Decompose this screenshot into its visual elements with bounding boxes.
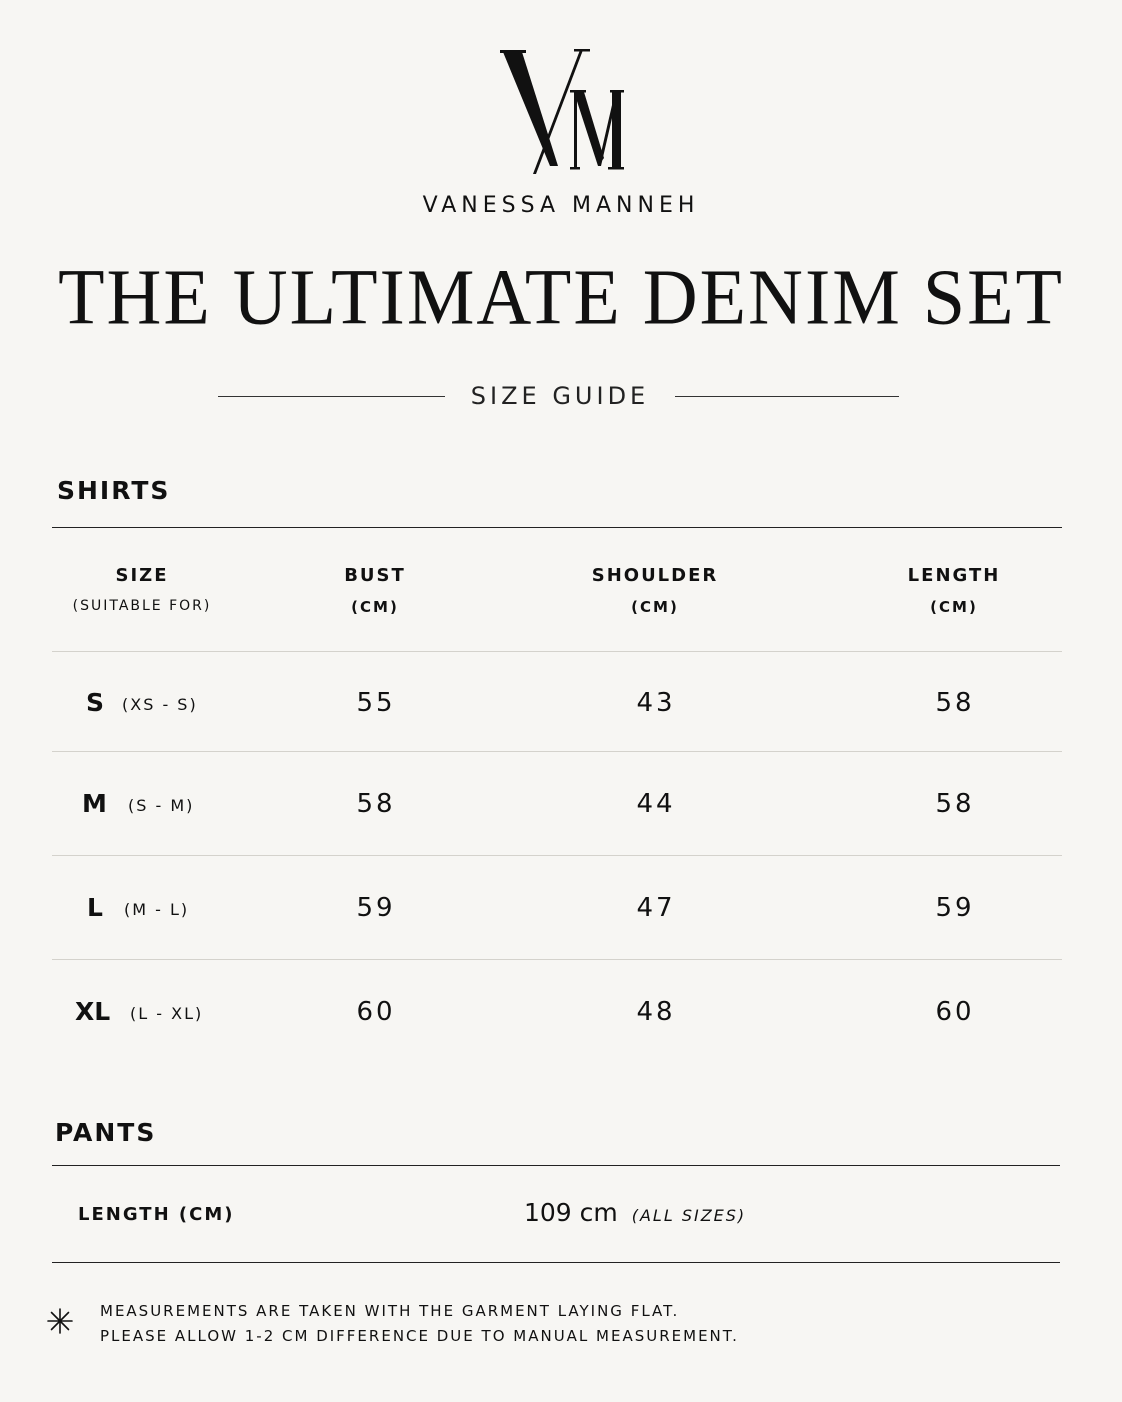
footnote-line-1: MEASUREMENTS ARE TAKEN WITH THE GARMENT LAYING FLAT. [100, 1302, 680, 1320]
pants-length-label: LENGTH (CM) [78, 1204, 235, 1225]
column-subheader-size: (SUITABLE FOR) [72, 598, 212, 614]
size-fit: (M - L) [124, 900, 190, 919]
bust-value: 55 [356, 688, 396, 718]
shoulder-value: 44 [636, 789, 676, 819]
page-title: THE ULTIMATE DENIM SET [58, 252, 1064, 342]
shirts-section-title: SHIRTS [57, 476, 171, 505]
brand-name: VANESSA MANNEH [422, 193, 700, 218]
pants-bottom-rule [52, 1262, 1060, 1263]
subtitle: SIZE GUIDE [470, 382, 650, 410]
row-divider [52, 651, 1062, 652]
size-fit: (S - M) [128, 796, 195, 815]
length-value: 59 [935, 893, 975, 923]
pants-top-rule [52, 1165, 1060, 1166]
size-fit: (L - XL) [130, 1004, 204, 1023]
column-header-length: LENGTH [907, 565, 1001, 586]
size-label: L [87, 893, 103, 922]
shirts-top-rule [52, 527, 1062, 528]
subtitle-left-rule [218, 396, 445, 397]
pants-length-value: 109 cm [524, 1198, 618, 1227]
size-label: XL [75, 997, 111, 1026]
column-header-bust: BUST [344, 565, 406, 586]
pants-length-note: (ALL SIZES) [631, 1206, 747, 1225]
bust-value: 59 [356, 893, 396, 923]
column-subheader-shoulder: (CM) [631, 598, 679, 616]
column-subheader-bust: (CM) [351, 598, 399, 616]
row-divider [52, 959, 1062, 960]
column-header-size: SIZE [115, 565, 169, 586]
bust-value: 58 [356, 789, 396, 819]
shoulder-value: 48 [636, 997, 676, 1027]
row-divider [52, 855, 1062, 856]
pants-length-value-wrap [524, 1198, 746, 1227]
length-value: 58 [935, 688, 975, 718]
length-value: 60 [935, 997, 975, 1027]
subtitle-right-rule [675, 396, 899, 397]
shoulder-value: 43 [636, 688, 676, 718]
size-label: M [82, 789, 107, 818]
row-divider [52, 751, 1062, 752]
column-subheader-length: (CM) [930, 598, 978, 616]
asterisk-icon [46, 1307, 74, 1335]
shoulder-value: 47 [636, 893, 676, 923]
bust-value: 60 [356, 997, 396, 1027]
pants-section-title: PANTS [55, 1118, 157, 1147]
vm-monogram-logo [500, 46, 626, 176]
footnote-line-2: PLEASE ALLOW 1-2 CM DIFFERENCE DUE TO MANUAL MEASUREMENT. [100, 1327, 739, 1345]
size-label: S [86, 688, 105, 717]
length-value: 58 [935, 789, 975, 819]
size-fit: (XS - S) [122, 695, 198, 714]
column-header-shoulder: SHOULDER [591, 565, 719, 586]
